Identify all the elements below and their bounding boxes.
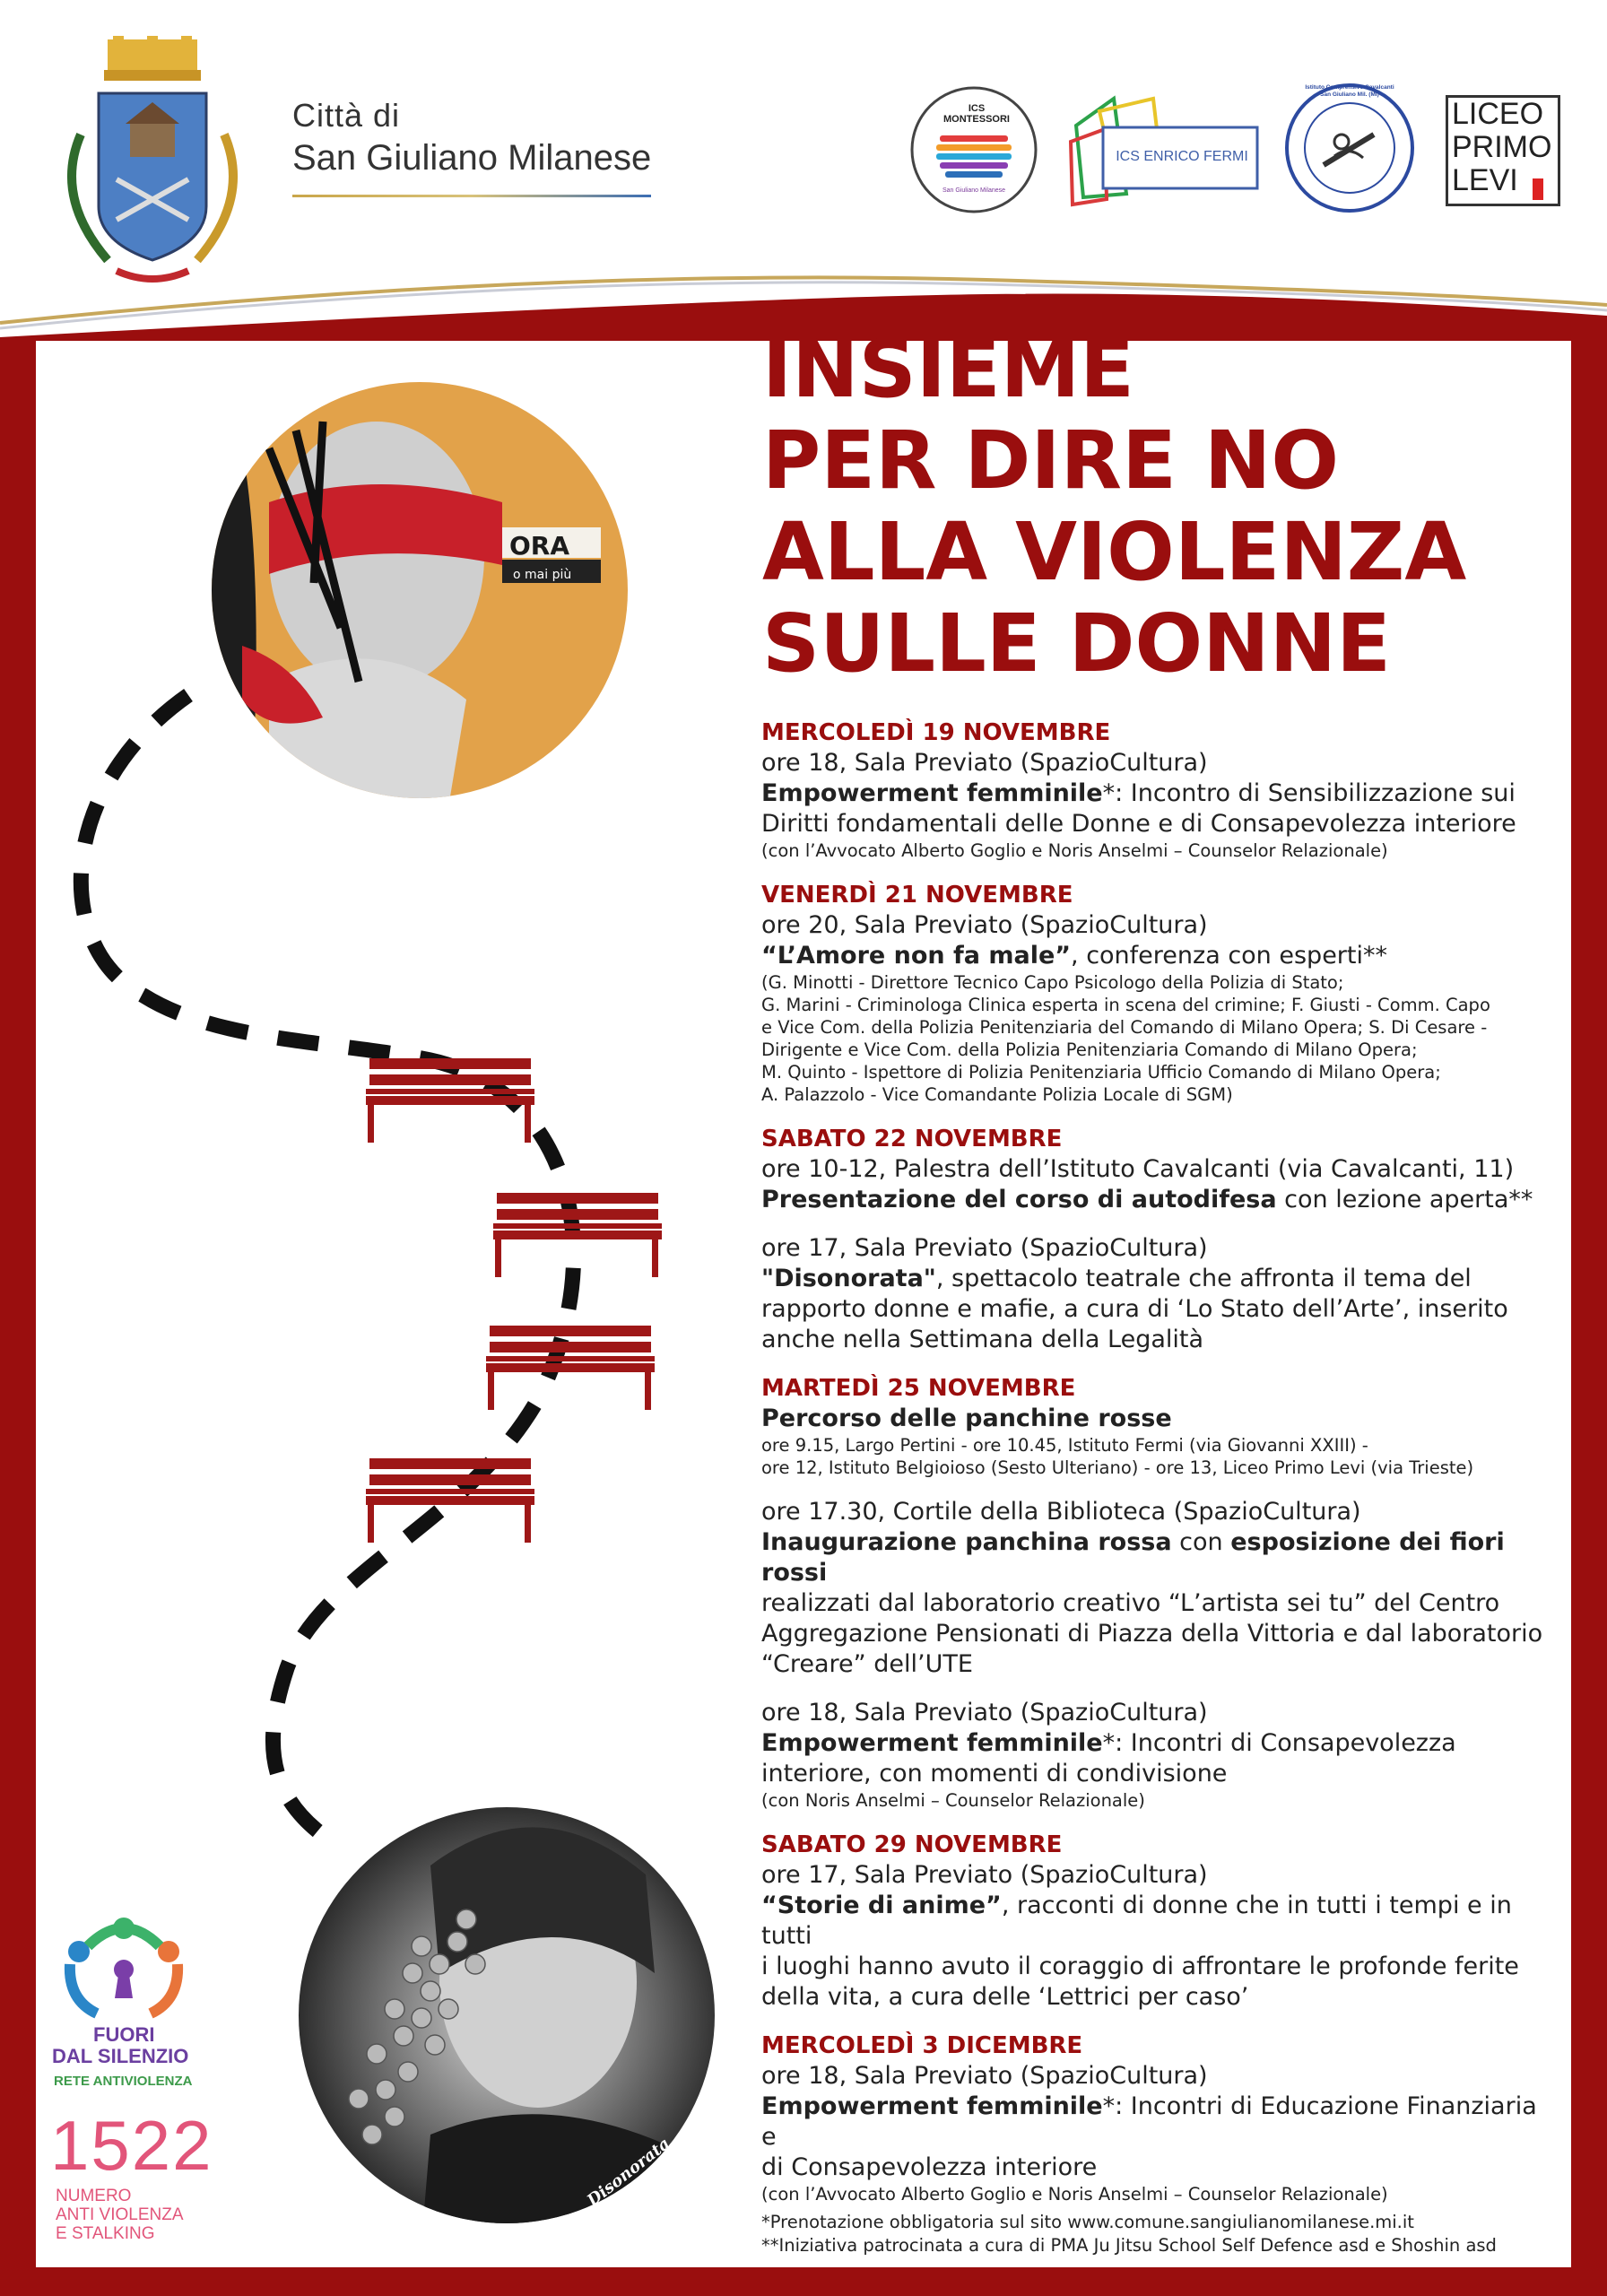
logo-montessori bbox=[909, 85, 1038, 214]
event-title: Empowerment femminile bbox=[761, 2092, 1103, 2120]
number-line-2: ANTI VIOLENZA bbox=[56, 2205, 184, 2224]
event-title-rest: , conferenza con esperti** bbox=[1071, 942, 1387, 970]
event-21-novembre bbox=[761, 880, 1551, 1106]
event-desc: anche nella Settimana della Legalità bbox=[761, 1326, 1204, 1353]
event-desc: i luoghi hanno avuto il coraggio di affrontare le profonde ferite bbox=[761, 1952, 1519, 1980]
event-note: (con Noris Anselmi – Counselor Relazionale) bbox=[761, 1790, 1145, 1811]
event-title: Empowerment femminile bbox=[761, 1729, 1103, 1757]
event-title-rest: , racconti di donne che in tutti i tempi e in tutti bbox=[761, 1892, 1512, 1950]
event-title-rest: *: Incontri di Educazione Finanziaria e bbox=[761, 2092, 1537, 2151]
event-title-rest: con lezione aperta** bbox=[1276, 1186, 1533, 1213]
event-title-rest: *: Incontri di Consapevolezza bbox=[1102, 1729, 1456, 1757]
event-title: “L’Amore non fa male” bbox=[761, 942, 1072, 970]
event-note: (con l’Avvocato Alberto Goglio e Noris Anselmi – Counselor Relazionale) bbox=[761, 840, 1388, 861]
event-desc: della vita, a cura delle ‘Lettrici per caso’ bbox=[761, 1983, 1249, 2011]
city-name: San Giuliano Milanese bbox=[292, 138, 652, 178]
event-title: esposizione dei fiori rossi bbox=[761, 1528, 1505, 1587]
event-note: e Vice Com. della Polizia Penitenziaria del Comando di Milano Opera; S. Di Cesare - bbox=[761, 1017, 1488, 1038]
event-title-line bbox=[761, 1728, 1551, 1759]
cavalcanti-label: Istituto Comprensivo Cavalcanti San Giuliano Mil. (MI) bbox=[1305, 84, 1394, 98]
event-place: ore 18, Sala Previato (SpazioCultura) bbox=[761, 749, 1208, 777]
footnote-booking: *Prenotazione obbligatoria sul sito www.comune.sangiulianomilanese.mi.it bbox=[761, 2212, 1414, 2232]
event-title-line bbox=[761, 2092, 1551, 2152]
city-name-block bbox=[292, 97, 669, 197]
number-line-3: E STALKING bbox=[56, 2224, 155, 2243]
event-22-novembre bbox=[761, 1124, 1551, 1355]
event-title-mid: con bbox=[1171, 1528, 1231, 1556]
event-title-rest: *: Incontro di Sensibilizzazione sui bbox=[1102, 779, 1516, 807]
liceo-mark-icon bbox=[1533, 178, 1554, 200]
event-title: Percorso delle panchine rosse bbox=[761, 1405, 1172, 1432]
city-small-label: Città di bbox=[292, 97, 401, 134]
frame-right bbox=[1571, 314, 1607, 2296]
montessori-label: ICS MONTESSORI bbox=[943, 103, 1010, 125]
event-place: ore 18, Sala Previato (SpazioCultura) bbox=[761, 2062, 1208, 2090]
fermi-label: ICS ENRICO FERMI bbox=[1116, 149, 1248, 164]
bottom-photo-caption: Disonorata bbox=[583, 2134, 674, 2211]
event-note: G. Marini - Criminologa Clinica esperta in scena del crimine; F. Giusti - Comm. Capo bbox=[761, 995, 1490, 1015]
number-line-1: NUMERO bbox=[56, 2187, 132, 2205]
footnotes bbox=[761, 2211, 1568, 2257]
event-place: ore 17.30, Cortile della Biblioteca (SpazioCultura) bbox=[761, 1498, 1361, 1526]
number-1522: 1522 bbox=[50, 2106, 213, 2185]
event-place: ore 17, Sala Previato (SpazioCultura) bbox=[761, 1861, 1208, 1889]
event-place: ore 18, Sala Previato (SpazioCultura) bbox=[761, 1699, 1208, 1726]
top-sign-text: ORA bbox=[509, 531, 570, 561]
event-place: ore 17, Sala Previato (SpazioCultura) bbox=[761, 1234, 1208, 1262]
event-title-line bbox=[761, 778, 1551, 809]
event-desc: “Creare” dell’UTE bbox=[761, 1650, 973, 1678]
event-desc: di Consapevolezza interiore bbox=[761, 2153, 1098, 2181]
event-date: SABATO 29 NOVEMBRE bbox=[761, 1831, 1063, 1858]
event-3-dicembre bbox=[761, 2031, 1551, 2205]
city-crest-icon bbox=[45, 36, 260, 300]
event-25-novembre bbox=[761, 1373, 1551, 1812]
event-date: VENERDÌ 21 NOVEMBRE bbox=[761, 882, 1073, 909]
liceo-line-2: PRIMO bbox=[1452, 130, 1552, 164]
event-title: Presentazione del corso di autodifesa bbox=[761, 1186, 1277, 1213]
event-date: MERCOLEDÌ 3 DICEMBRE bbox=[761, 2032, 1083, 2059]
event-note: ore 9.15, Largo Pertini - ore 10.45, Istituto Fermi (via Giovanni XXIII) - bbox=[761, 1435, 1368, 1456]
fuori-line-2: DAL SILENZIO bbox=[52, 2045, 189, 2067]
event-note: A. Palazzolo - Vice Comandante Polizia Locale di SGM) bbox=[761, 1084, 1233, 1105]
event-title: "Disonorata" bbox=[761, 1265, 936, 1292]
event-date: SABATO 22 NOVEMBRE bbox=[761, 1126, 1063, 1152]
liceo-line-3: LEVI bbox=[1452, 163, 1518, 197]
event-desc: realizzati dal laboratorio creativo “L’artista sei tu” del Centro bbox=[761, 1589, 1500, 1617]
event-place: ore 20, Sala Previato (SpazioCultura) bbox=[761, 911, 1208, 939]
title-line-3: ALLA VIOLENZA bbox=[762, 505, 1467, 598]
event-title: Inaugurazione panchina rossa bbox=[761, 1528, 1172, 1556]
fuori-line-1: FUORI bbox=[93, 2023, 155, 2046]
event-title-line bbox=[761, 1527, 1551, 1588]
event-title-line bbox=[761, 1264, 1551, 1294]
footnote-sponsor: **Iniziativa patrocinata a cura di PMA Ju Jitsu School Self Defence asd e Shoshin asd bbox=[761, 2235, 1497, 2256]
title-line-4: SULLE DONNE bbox=[762, 596, 1391, 690]
event-place: ore 10-12, Palestra dell’Istituto Cavalcanti (via Cavalcanti, 11) bbox=[761, 1155, 1515, 1183]
main-title bbox=[762, 323, 1551, 689]
event-title-line bbox=[761, 1891, 1551, 1952]
city-rule bbox=[292, 195, 651, 197]
event-desc: Diritti fondamentali delle Donne e di Consapevolezza interiore bbox=[761, 810, 1516, 838]
logo-cavalcanti bbox=[1284, 83, 1415, 213]
bench-3-icon bbox=[486, 1326, 655, 1410]
event-title-line bbox=[761, 941, 1551, 971]
top-sign-sub: o mai più bbox=[513, 568, 572, 582]
event-note: M. Quinto - Ispettore di Polizia Penitenziaria Ufficio Comando di Milano Opera; bbox=[761, 1062, 1441, 1083]
event-title-line bbox=[761, 1185, 1551, 1215]
event-note: (con l’Avvocato Alberto Goglio e Noris Anselmi – Counselor Relazionale) bbox=[761, 2184, 1388, 2205]
fuori-dal-silenzio-logo-icon bbox=[52, 1910, 195, 2027]
bench-4-icon bbox=[366, 1458, 534, 1543]
event-note: Dirigente e Vice Com. della Polizia Penitenziaria Comando di Milano Opera; bbox=[761, 1039, 1418, 1060]
event-desc: Aggregazione Pensionati di Piazza della Vittoria e dal laboratorio bbox=[761, 1620, 1543, 1648]
event-date: MARTEDÌ 25 NOVEMBRE bbox=[761, 1375, 1076, 1402]
liceo-line-1: LICEO bbox=[1452, 97, 1544, 131]
event-29-novembre bbox=[761, 1830, 1551, 2013]
event-note: ore 12, Istituto Belgioioso (Sesto Ulteriano) - ore 13, Liceo Primo Levi (via Trieste) bbox=[761, 1457, 1474, 1478]
event-title: Empowerment femminile bbox=[761, 779, 1103, 807]
event-date: MERCOLEDÌ 19 NOVEMBRE bbox=[761, 719, 1111, 746]
bench-2-icon bbox=[493, 1193, 662, 1277]
montessori-sub-label: San Giuliano Milanese bbox=[942, 187, 1006, 194]
title-line-1: INSIEME bbox=[762, 322, 1134, 415]
title-line-2: PER DIRE NO bbox=[762, 413, 1339, 507]
rete-antiviolenza: RETE ANTIVIOLENZA bbox=[54, 2074, 193, 2089]
event-program bbox=[761, 718, 1551, 2223]
logo-liceo bbox=[1446, 95, 1560, 206]
logo-fermi bbox=[1064, 93, 1264, 210]
event-desc: rapporto donne e mafie, a cura di ‘Lo Stato dell’Arte’, inserito bbox=[761, 1295, 1508, 1323]
cavalcanti-logo-icon bbox=[1284, 83, 1415, 213]
event-title-line bbox=[761, 1404, 1551, 1434]
event-19-novembre bbox=[761, 718, 1551, 862]
event-desc: interiore, con momenti di condivisione bbox=[761, 1760, 1228, 1787]
event-title-rest: , spettacolo teatrale che affronta il tema del bbox=[935, 1265, 1472, 1292]
event-note: (G. Minotti - Direttore Tecnico Capo Psicologo della Polizia di Stato; bbox=[761, 972, 1344, 993]
event-title: “Storie di anime” bbox=[761, 1892, 1002, 1919]
